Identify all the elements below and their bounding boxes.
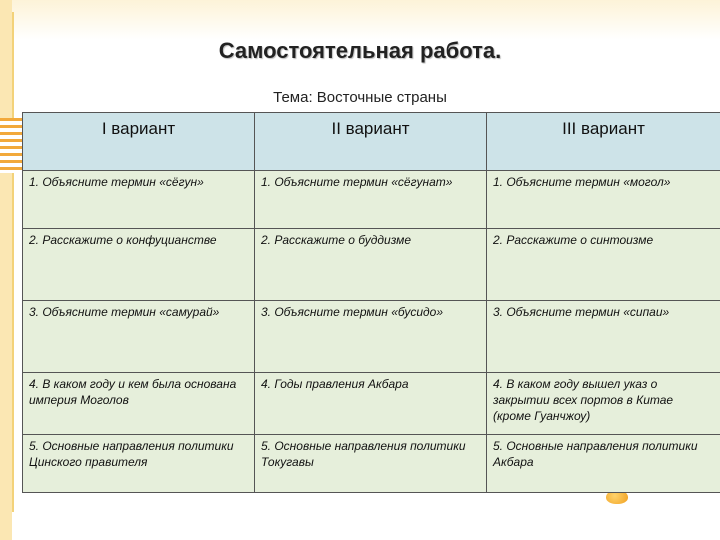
page-subtitle: Тема: Восточные страны — [273, 89, 447, 106]
table-cell: 5. Основные направления политики Акбара — [487, 435, 720, 493]
decorative-frame-line — [12, 12, 14, 512]
table-row — [23, 171, 720, 229]
table-cell: 2. Расскажите о синтоизме — [487, 229, 720, 301]
header-variant-3: III вариант — [487, 113, 720, 171]
table-cell: 3. Объясните термин «самурай» — [23, 301, 255, 373]
table-cell: 1. Объясните термин «сёгун» — [23, 171, 255, 229]
table-cell: 2. Расскажите о конфуцианстве — [23, 229, 255, 301]
table-cell: 2. Расскажите о буддизме — [255, 229, 487, 301]
table-cell: 4. В каком году и кем была основана империя Моголов — [23, 373, 255, 435]
header-variant-2: II вариант — [255, 113, 487, 171]
tasks-table — [22, 112, 720, 493]
header-row — [23, 113, 720, 171]
decorative-frame-left — [0, 0, 12, 540]
table-row — [23, 435, 720, 493]
table-cell: 1. Объясните термин «сёгунат» — [255, 171, 487, 229]
table-cell: 4. Годы правления Акбара — [255, 373, 487, 435]
table-cell: 4. В каком году вышел указ о закрытии всех портов в Китае (кроме Гуанчжоу) — [487, 373, 720, 435]
decorative-frame-top — [10, 0, 720, 40]
decorative-stripes — [0, 118, 22, 173]
header-variant-1: I вариант — [23, 113, 255, 171]
page-title: Самостоятельная работа. — [218, 38, 502, 63]
table-row — [23, 301, 720, 373]
table-row — [23, 373, 720, 435]
table-cell: 5. Основные направления политики Токугавы — [255, 435, 487, 493]
table-cell: 5. Основные направления политики Цинского правителя — [23, 435, 255, 493]
table-cell: 3. Объясните термин «бусидо» — [255, 301, 487, 373]
table-cell: 1. Объясните термин «могол» — [487, 171, 720, 229]
table-cell: 3. Объясните термин «сипаи» — [487, 301, 720, 373]
table-row — [23, 229, 720, 301]
